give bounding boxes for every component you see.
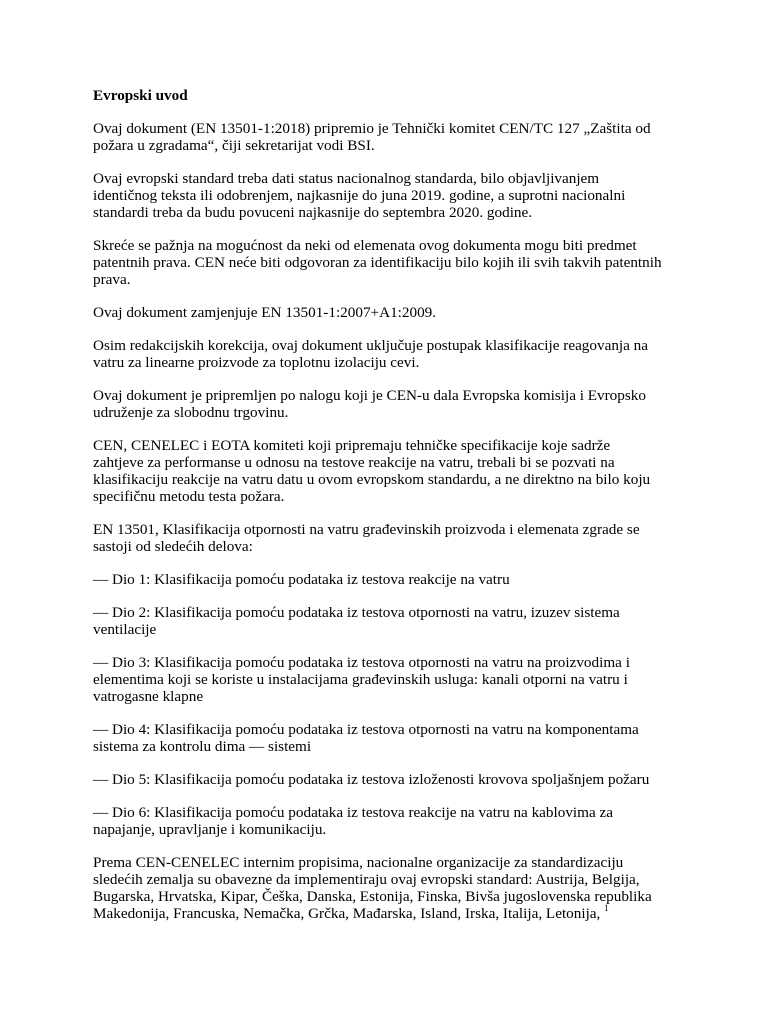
paragraph-7 xyxy=(93,437,683,505)
text-segment: Makedonija, Francuska, Nemačka, Grčka, Mađarska, Island, Irska, Italija, Letonija, xyxy=(93,905,601,922)
text-line: ventilacije xyxy=(93,621,157,638)
section-heading: Evropski uvod xyxy=(93,87,188,104)
text-line: Ovaj evropski standard treba dati status nacionalnog standarda, bilo objavljivanjem xyxy=(93,170,600,187)
paragraph-4 xyxy=(93,304,683,321)
text-line: Ovaj dokument zamjenjuje EN 13501-1:2007+A1:2009. xyxy=(93,304,437,321)
paragraph-3 xyxy=(93,237,683,288)
paragraph-8 xyxy=(93,521,683,555)
text-line: — Dio 3: Klasifikacija pomoću podataka iz testova otpornosti na vatru na proizvodima i xyxy=(93,654,630,671)
footnote-marker[interactable]: 1 xyxy=(604,903,609,913)
text-line: klasifikaciju reakcije na vatru datu u ovom evropskom standardu, a ne direktno na bilo koju xyxy=(93,471,651,488)
text-line: specifičnu metodu testa požara. xyxy=(93,488,285,505)
paragraph-1 xyxy=(93,120,683,154)
text-line: vatru za linearne proizvode za toplotnu izolaciju cevi. xyxy=(93,354,420,371)
list-item-part-2 xyxy=(93,604,683,638)
text-line: — Dio 4: Klasifikacija pomoću podataka iz testova otpornosti na vatru na komponentama xyxy=(93,721,639,738)
list-item-part-3 xyxy=(93,654,683,705)
paragraph-6 xyxy=(93,387,683,421)
text-line: — Dio 1: Klasifikacija pomoću podataka iz testova reakcije na vatru xyxy=(93,571,510,588)
document-page xyxy=(93,87,683,938)
list-item-part-1 xyxy=(93,571,683,588)
text-line: Ovaj dokument (EN 13501-1:2018) pripremio je Tehnički komitet CEN/TC 127 „Zaštita od xyxy=(93,120,651,137)
text-line: vatrogasne klapne xyxy=(93,688,204,705)
text-line: sledećih zemalja su obavezne da implementiraju ovaj evropski standard: Austrija, Belgija, xyxy=(93,871,640,888)
text-line: Skreće se pažnja na mogućnost da neki od elemenata ovog dokumenta mogu biti predmet xyxy=(93,237,637,254)
text-line: standardi treba da budu povuceni najkasnije do septembra 2020. godine. xyxy=(93,204,533,221)
text-line: — Dio 6: Klasifikacija pomoću podataka iz testova reakcije na vatru na kablovima za xyxy=(93,804,613,821)
text-line: — Dio 5: Klasifikacija pomoću podataka iz testova izloženosti krovova spoljašnjem požaru xyxy=(93,771,650,788)
text-line: sistema za kontrolu dima — sistemi xyxy=(93,738,312,755)
text-line: identičnog teksta ili odobrenjem, najkasnije do juna 2019. godine, a suprotni nacionalni xyxy=(93,187,626,204)
paragraph-5 xyxy=(93,337,683,371)
text-line: patentnih prava. CEN neće biti odgovoran za identifikaciju bilo kojih ili svih takvih patentnih xyxy=(93,254,662,271)
text-line: Bugarska, Hrvatska, Kipar, Češka, Danska, Estonija, Finska, Bivša jugoslovenska republika xyxy=(93,888,652,905)
text-line: Prema CEN-CENELEC internim propisima, nacionalne organizacije za standardizaciju xyxy=(93,854,624,871)
text-line: elementima koji se koriste u instalacijama građevinskih usluga: kanali otporni na vatru i xyxy=(93,671,628,688)
text-line-with-footnote xyxy=(93,905,683,922)
paragraph-countries xyxy=(93,854,683,922)
list-item-part-5 xyxy=(93,771,683,788)
text-line: zahtjeve za performanse u odnosu na testove reakcije na vatru, trebali bi se pozvati na xyxy=(93,454,615,471)
list-item-part-6 xyxy=(93,804,683,838)
text-line: Ovaj dokument je pripremljen po nalogu koji je CEN-u dala Evropska komisija i Evropsko xyxy=(93,387,646,404)
text-line: sastoji od sledećih delova: xyxy=(93,538,253,555)
text-line: CEN, CENELEC i EOTA komiteti koji pripremaju tehničke specifikacije koje sadrže xyxy=(93,437,611,454)
text-line: EN 13501, Klasifikacija otpornosti na vatru građevinskih proizvoda i elemenata zgrade se xyxy=(93,521,640,538)
text-line: prava. xyxy=(93,271,131,288)
paragraph-2 xyxy=(93,170,683,221)
text-line: napajanje, upravljanje i komunikaciju. xyxy=(93,821,327,838)
text-line: požara u zgradama“, čiji sekretarijat vodi BSI. xyxy=(93,137,375,154)
text-line: udruženje za slobodnu trgovinu. xyxy=(93,404,289,421)
text-line: Osim redakcijskih korekcija, ovaj dokument uključuje postupak klasifikacije reagovanja na xyxy=(93,337,649,354)
text-line: — Dio 2: Klasifikacija pomoću podataka iz testova otpornosti na vatru, izuzev sistema xyxy=(93,604,620,621)
list-item-part-4 xyxy=(93,721,683,755)
